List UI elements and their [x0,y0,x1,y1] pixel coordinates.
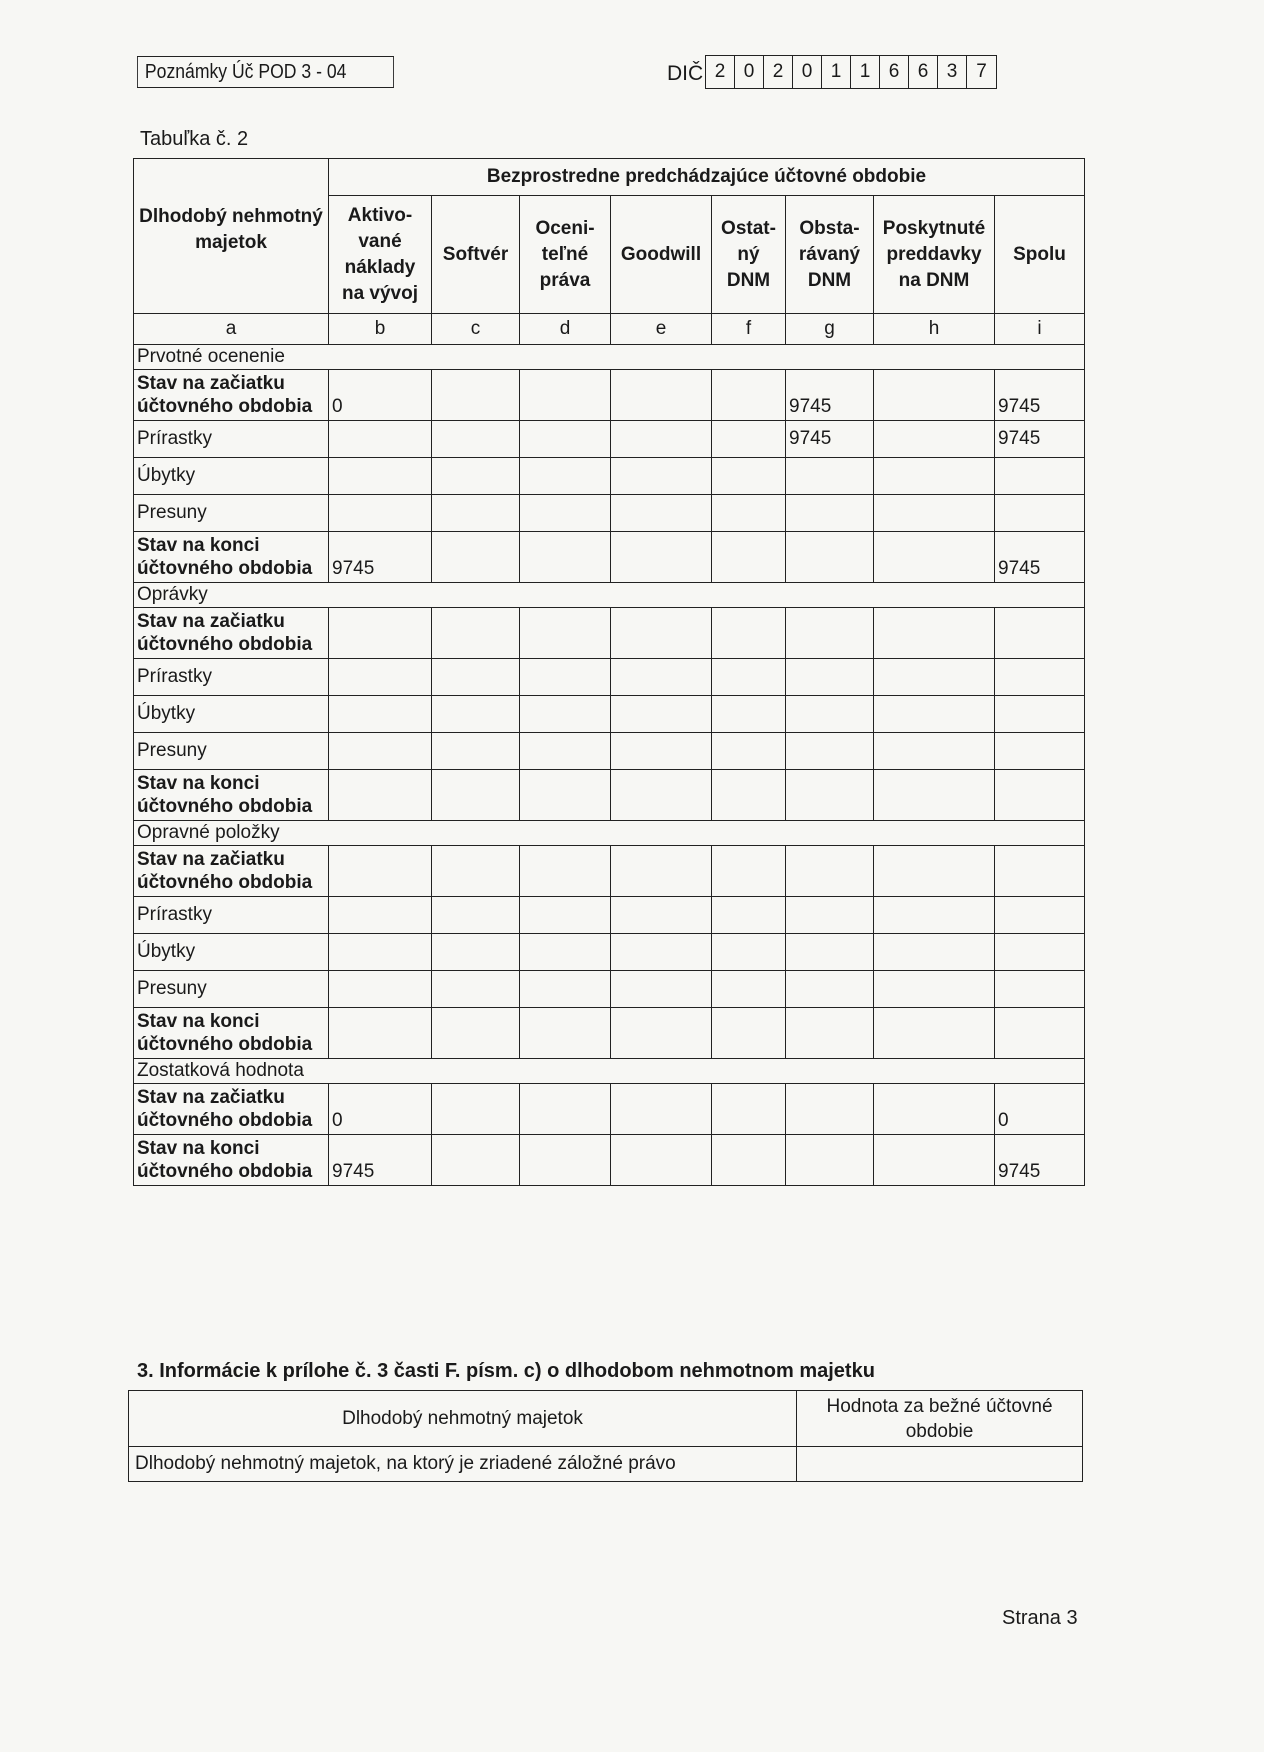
value-cell: 9745 [786,370,874,421]
table-row [134,608,1085,659]
column-header: Goodwill [611,196,712,314]
value-cell [520,1008,611,1059]
value-cell [712,458,786,495]
table-row [134,370,1085,421]
value-cell [329,421,432,458]
value-cell [432,1008,520,1059]
value-cell [786,971,874,1008]
value-cell [432,1084,520,1135]
value-cell [786,897,874,934]
row-label: Úbytky [134,458,329,495]
value-cell [432,370,520,421]
value-cell [329,608,432,659]
value-cell [611,733,712,770]
value-cell [712,370,786,421]
value-cell [712,846,786,897]
row-label: Stav na konci účtovného obdobia [134,770,329,821]
value-cell [329,770,432,821]
value-cell: 9745 [995,370,1085,421]
value-cell [432,696,520,733]
value-cell [611,1135,712,1186]
dic-digit: 2 [706,56,735,88]
form-code-box: Poznámky Úč POD 3 - 04 [137,56,394,88]
value-cell [786,495,874,532]
value-cell [874,846,995,897]
value-cell [520,532,611,583]
value-cell [329,897,432,934]
column-header: Ostat-ný DNM [712,196,786,314]
value-cell [611,421,712,458]
value-cell [329,846,432,897]
t3-col2-header: Hodnota za bežné účtovné obdobie [797,1391,1083,1447]
value-cell [520,897,611,934]
value-cell [432,846,520,897]
table-row [134,458,1085,495]
value-cell [520,495,611,532]
value-cell: 0 [329,1084,432,1135]
value-cell [520,934,611,971]
value-cell: 9745 [995,1135,1085,1186]
row-label: Presuny [134,733,329,770]
column-letter: d [520,314,611,345]
value-cell [995,934,1085,971]
value-cell [712,1135,786,1186]
row-label: Stav na začiatku účtovného obdobia [134,1084,329,1135]
value-cell [520,733,611,770]
table-row [134,934,1085,971]
value-cell [874,1008,995,1059]
value-cell [995,608,1085,659]
value-cell [712,532,786,583]
value-cell [874,1135,995,1186]
value-cell [520,846,611,897]
row-label: Stav na začiatku účtovného obdobia [134,608,329,659]
value-cell [520,458,611,495]
value-cell [874,770,995,821]
value-cell [786,770,874,821]
column-letter: g [786,314,874,345]
value-cell [874,608,995,659]
value-cell [786,608,874,659]
value-cell [874,897,995,934]
table-row [134,1008,1085,1059]
row-label: Stav na začiatku účtovného obdobia [134,846,329,897]
column-letter: i [995,314,1085,345]
value-cell [712,733,786,770]
value-cell [995,897,1085,934]
dic-digit: 1 [851,56,880,88]
value-cell [786,696,874,733]
column-letter: c [432,314,520,345]
value-cell [329,659,432,696]
column-header: Spolu [995,196,1085,314]
dic-boxes [705,55,997,89]
row-label: Stav na konci účtovného obdobia [134,1135,329,1186]
row-label: Presuny [134,971,329,1008]
value-cell [712,1084,786,1135]
column-letter: e [611,314,712,345]
value-cell [329,696,432,733]
value-cell [712,696,786,733]
value-cell [786,1084,874,1135]
dic-label: DIČ [667,62,704,85]
section-3-title: 3. Informácie k prílohe č. 3 časti F. písm. c) o dlhodobom nehmotnom majetku [137,1360,875,1382]
value-cell [432,659,520,696]
dic-digit: 0 [735,56,764,88]
value-cell [786,659,874,696]
value-cell [432,897,520,934]
dic-digit: 7 [976,61,987,82]
value-cell: 9745 [329,532,432,583]
value-cell [786,934,874,971]
table-row [134,733,1085,770]
value-cell [712,495,786,532]
column-header: Obsta-rávaný DNM [786,196,874,314]
table-row [134,1084,1085,1135]
value-cell [786,458,874,495]
value-cell [874,1084,995,1135]
value-cell [874,370,995,421]
value-cell [520,1084,611,1135]
section-title: Oprávky [134,583,1085,608]
row-label: Presuny [134,495,329,532]
value-cell [611,659,712,696]
value-cell [874,458,995,495]
row-label: Stav na konci účtovného obdobia [134,1008,329,1059]
value-cell [329,733,432,770]
value-cell [432,458,520,495]
value-cell [712,1008,786,1059]
page-number: Strana 3 [1002,1607,1078,1629]
value-cell [432,733,520,770]
value-cell [712,421,786,458]
column-header: Poskytnuté preddavky na DNM [874,196,995,314]
value-cell [712,934,786,971]
value-cell [786,846,874,897]
value-cell [874,495,995,532]
row-label: Stav na začiatku účtovného obdobia [134,370,329,421]
value-cell [611,696,712,733]
dic-digit: 1 [822,56,851,88]
value-cell [520,370,611,421]
value-cell [712,897,786,934]
table-row [134,846,1085,897]
table-row [134,971,1085,1008]
value-cell [329,971,432,1008]
value-cell [874,733,995,770]
value-cell [432,608,520,659]
value-cell [995,659,1085,696]
value-cell [995,971,1085,1008]
value-cell [611,897,712,934]
column-header: Softvér [432,196,520,314]
value-cell [520,696,611,733]
value-cell [432,532,520,583]
value-cell [611,1008,712,1059]
value-cell [329,1008,432,1059]
table-row [134,495,1085,532]
t3-col1-header: Dlhodobý nehmotný majetok [129,1391,797,1447]
value-cell [611,971,712,1008]
table-row [134,897,1085,934]
t3-row-value [797,1447,1083,1482]
value-cell [874,421,995,458]
table-row [134,696,1085,733]
value-cell [432,971,520,1008]
value-cell [432,421,520,458]
value-cell [995,770,1085,821]
value-cell [786,532,874,583]
value-cell: 9745 [995,421,1085,458]
value-cell [786,733,874,770]
row-header: Dlhodobý nehmotný majetok [134,159,329,314]
value-cell: 0 [329,370,432,421]
value-cell [520,770,611,821]
table-row [134,532,1085,583]
row-label: Prírastky [134,421,329,458]
value-cell [432,495,520,532]
value-cell [611,370,712,421]
value-cell [874,659,995,696]
value-cell [786,1008,874,1059]
value-cell [520,659,611,696]
dic-digit: 6 [909,56,938,88]
value-cell [786,1135,874,1186]
column-header: Aktivo-vané náklady na vývoj [329,196,432,314]
value-cell [520,971,611,1008]
dic-digit: 6 [880,56,909,88]
value-cell: 9745 [786,421,874,458]
value-cell [611,934,712,971]
value-cell [995,495,1085,532]
t3-row-label: Dlhodobý nehmotný majetok, na ktorý je zriadené záložné právo [129,1447,797,1482]
value-cell [874,971,995,1008]
column-letter: h [874,314,995,345]
value-cell [712,770,786,821]
value-cell: 0 [995,1084,1085,1135]
column-header: Oceni-teľné práva [520,196,611,314]
value-cell: 9745 [329,1135,432,1186]
dic-digit: 3 [938,56,967,88]
value-cell [520,421,611,458]
table-3 [128,1390,1083,1482]
value-cell [995,1008,1085,1059]
value-cell [874,934,995,971]
value-cell [329,495,432,532]
dic-digit: 0 [793,56,822,88]
value-cell: 9745 [995,532,1085,583]
table-caption: Tabuľka č. 2 [140,128,249,150]
value-cell [520,608,611,659]
row-label: Prírastky [134,659,329,696]
table-2 [133,158,1085,1186]
value-cell [874,532,995,583]
value-cell [995,733,1085,770]
value-cell [995,846,1085,897]
table-row [134,1135,1085,1186]
value-cell [712,608,786,659]
table-row [134,659,1085,696]
value-cell [611,532,712,583]
period-header: Bezprostredne predchádzajúce účtovné obdobie [329,159,1085,196]
value-cell [329,934,432,971]
value-cell [432,934,520,971]
row-label: Stav na konci účtovného obdobia [134,532,329,583]
value-cell [611,846,712,897]
value-cell [329,458,432,495]
dic-digit: 2 [764,56,793,88]
value-cell [611,608,712,659]
value-cell [995,458,1085,495]
value-cell [712,971,786,1008]
section-title: Zostatková hodnota [134,1059,1085,1084]
table-row [134,770,1085,821]
value-cell [520,1135,611,1186]
table-row [134,421,1085,458]
column-letter: b [329,314,432,345]
value-cell [432,770,520,821]
column-letter: a [134,314,329,345]
value-cell [611,1084,712,1135]
value-cell [432,1135,520,1186]
value-cell [611,495,712,532]
column-letter: f [712,314,786,345]
row-label: Úbytky [134,696,329,733]
value-cell [611,458,712,495]
section-title: Opravné položky [134,821,1085,846]
value-cell [712,659,786,696]
section-title: Prvotné ocenenie [134,345,1085,370]
value-cell [995,696,1085,733]
value-cell [611,770,712,821]
row-label: Úbytky [134,934,329,971]
value-cell [874,696,995,733]
row-label: Prírastky [134,897,329,934]
